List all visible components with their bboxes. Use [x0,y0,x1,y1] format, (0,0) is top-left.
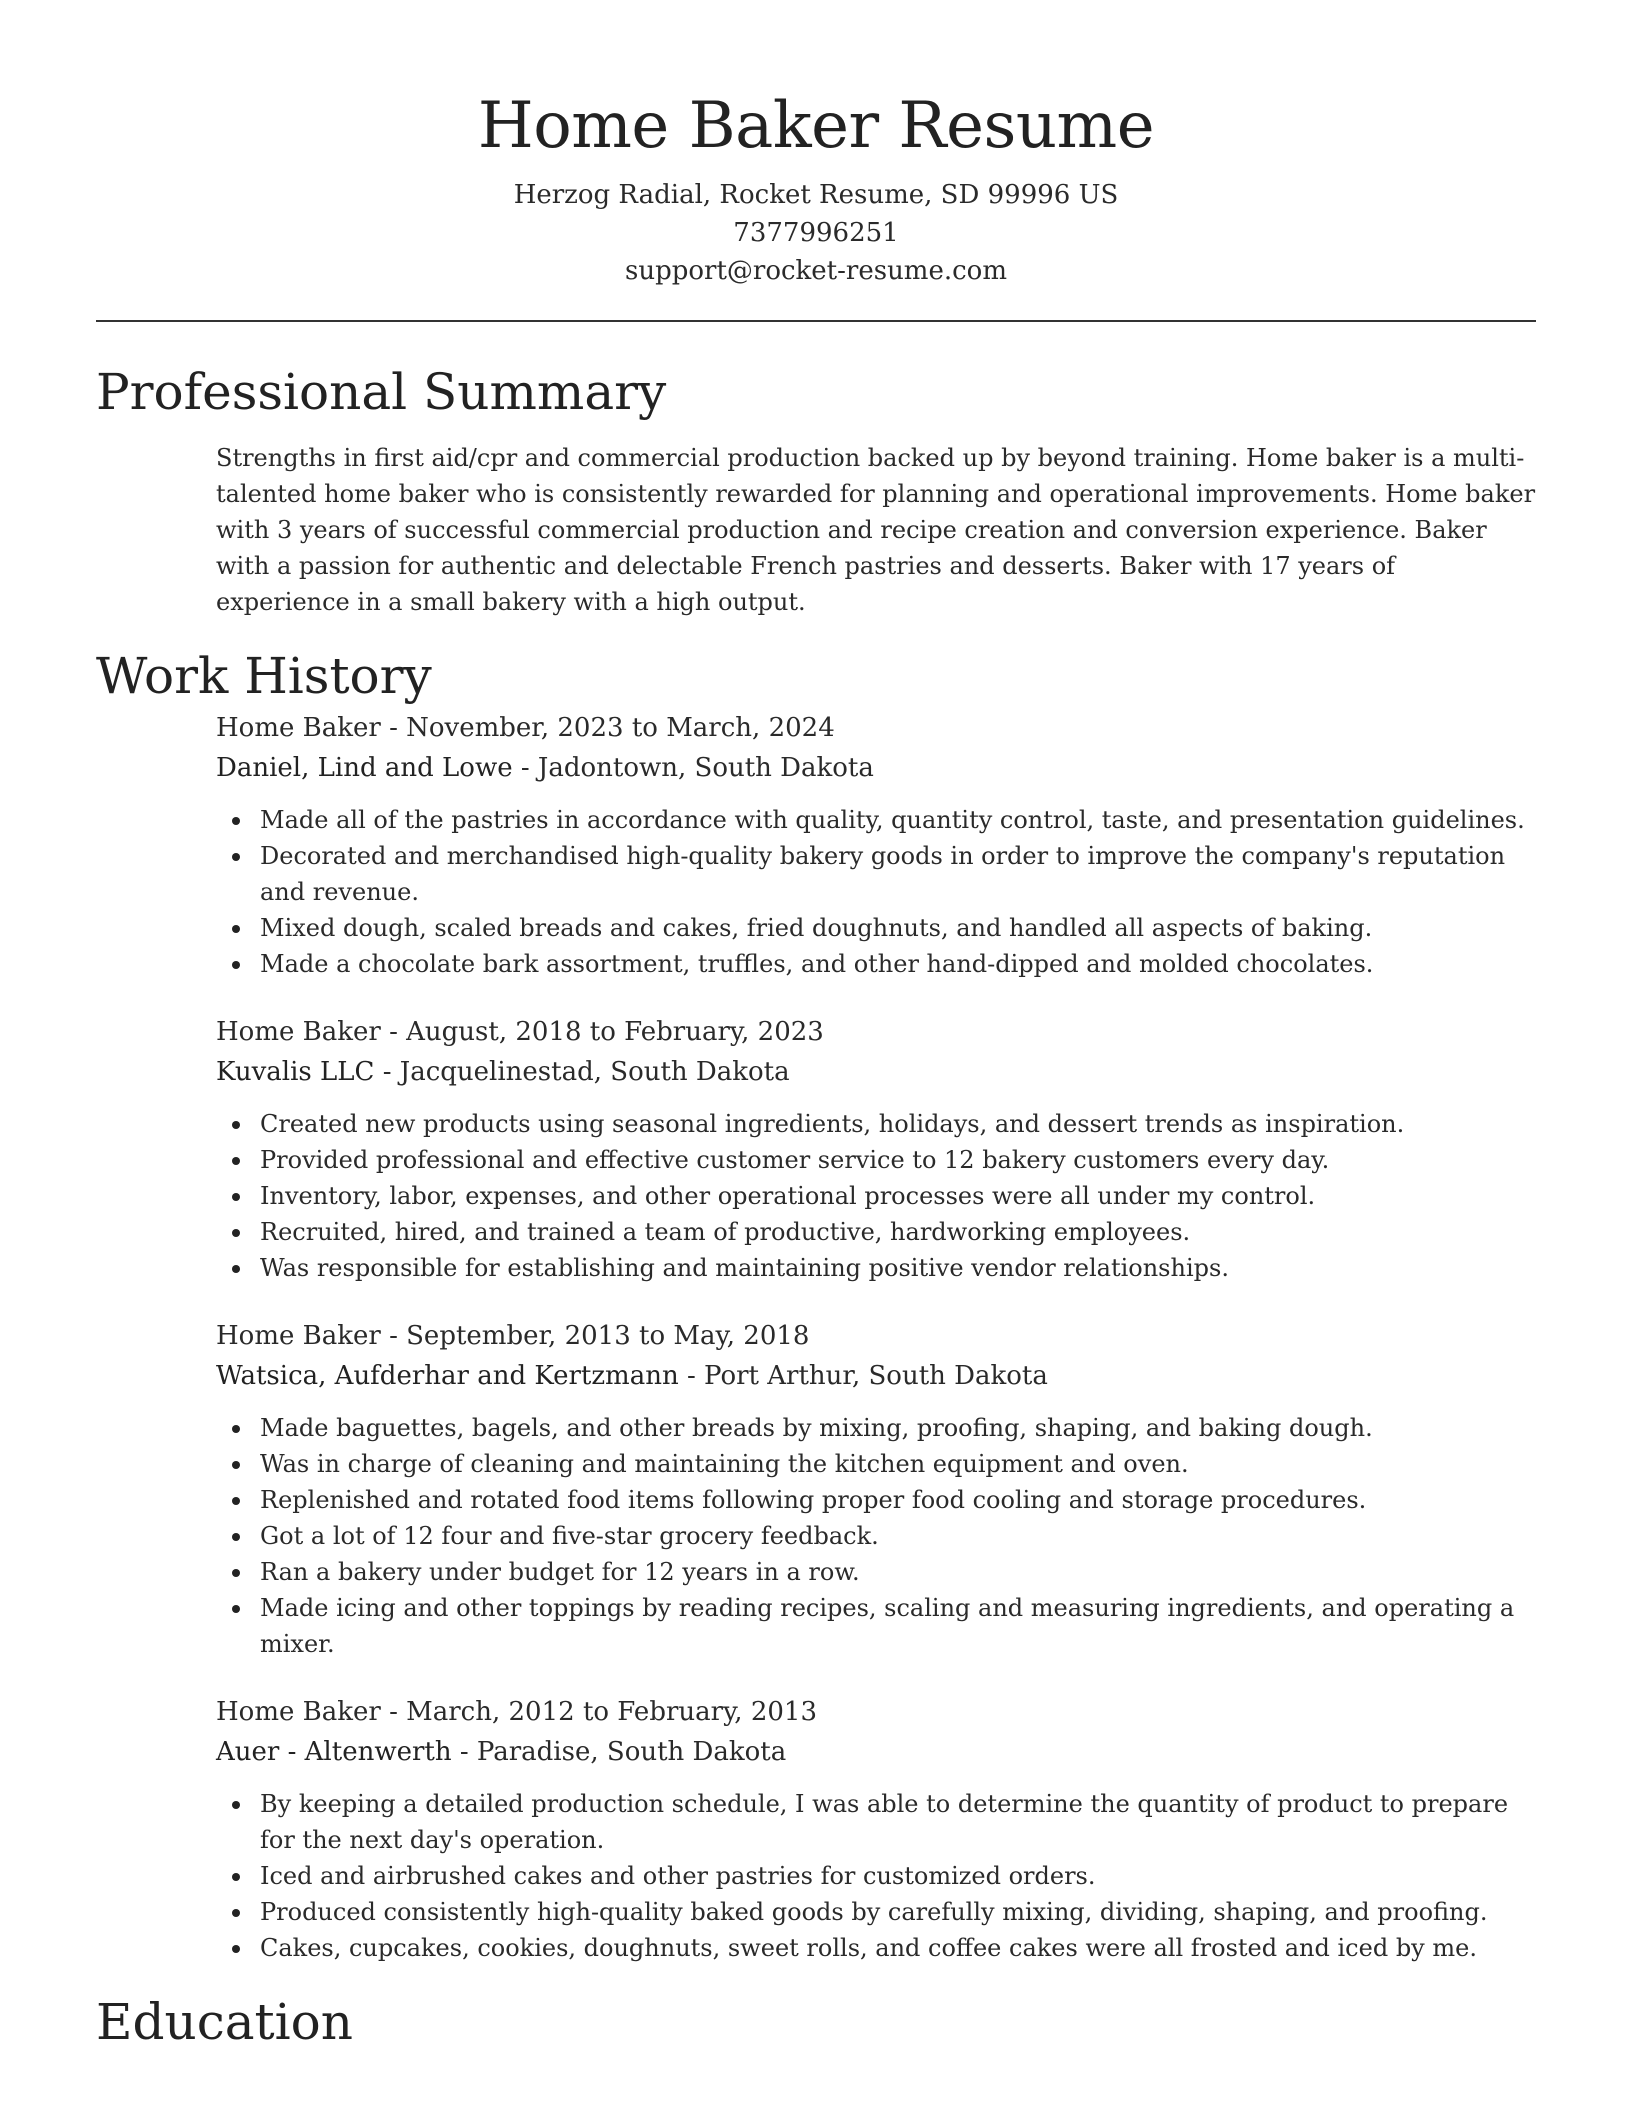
job-bullet: Cakes, cupcakes, cookies, doughnuts, sweet rolls, and coffee cakes were all frosted and iced by me. [260,1930,1536,1966]
job-bullet-list [216,1410,1536,1662]
job-company-line [216,1732,1536,1772]
job-bullet: Was responsible for establishing and maintaining positive vendor relationships. [260,1250,1536,1286]
company-name: Watsica, Aufderhar and Kertzmann [216,1361,679,1391]
job-bullet: Made baguettes, bagels, and other breads by mixing, proofing, shaping, and baking dough. [260,1410,1536,1446]
company-name: Daniel, Lind and Lowe [216,753,513,783]
job-bullet: By keeping a detailed production schedule, I was able to determine the quantity of product to prepare for the next day's operation. [260,1786,1536,1858]
job-location: - Jadontown, South Dakota [512,753,874,783]
job-bullet: Iced and airbrushed cakes and other pastries for customized orders. [260,1858,1536,1894]
job-bullet: Was in charge of cleaning and maintaining the kitchen equipment and oven. [260,1446,1536,1482]
job-company-line [216,1356,1536,1396]
work-history-section [96,644,1536,1966]
job-title: Home Baker - September, 2013 to May, 2018 [216,1321,810,1351]
job-location: - Jacquelinestad, South Dakota [374,1057,790,1087]
phone-text: 7377996251 [733,218,899,248]
summary-text: Strengths in first aid/cpr and commercial production backed up by beyond training. Home baker is a multi-talented home baker who is consistently rewarded for planning and operational improvements. Home baker with 3 years of successful commercial production and recipe creation and conversion experience. Baker with a passion for authentic and delectable French pastries and desserts. Baker with 17 years of experience in a small bakery with a high output. [216,444,1536,616]
job-bullet: Decorated and merchandised high-quality bakery goods in order to improve the company's reputation and revenue. [260,838,1536,910]
job-bullet: Made icing and other toppings by reading recipes, scaling and measuring ingredients, and operating a mixer. [260,1590,1536,1662]
job-location: - Port Arthur, South Dakota [678,1361,1048,1391]
email-text: support@rocket-resume.com [624,256,1007,286]
job-bullet: Replenished and rotated food items following proper food cooling and storage procedures. [260,1482,1536,1518]
job-bullet: Created new products using seasonal ingredients, holidays, and dessert trends as inspiration. [260,1106,1536,1142]
header-divider [96,320,1536,322]
job-bullet: Produced consistently high-quality baked goods by carefully mixing, dividing, shaping, and proofing. [260,1894,1536,1930]
job-title: Home Baker - August, 2018 to February, 2023 [216,1017,824,1047]
job-bullet-list [216,1786,1536,1966]
job-title: Home Baker - November, 2023 to March, 2024 [216,713,835,743]
education-heading: Education [96,1993,353,2051]
job-entry [216,708,1536,982]
resume-page [96,0,1536,2054]
job-bullet: Made a chocolate bark assortment, truffles, and other hand-dipped and molded chocolates. [260,946,1536,982]
summary-section [96,360,1536,620]
job-entry [216,1316,1536,1662]
address-text: Herzog Radial, Rocket Resume, SD 99996 US [513,180,1119,210]
job-entry [216,1012,1536,1286]
resume-header [96,86,1536,290]
job-company-line [216,1052,1536,1092]
work-history-heading: Work History [96,647,432,705]
job-bullet: Made all of the pastries in accordance with quality, quantity control, taste, and presentation guidelines. [260,802,1536,838]
job-bullet-list [216,1106,1536,1286]
job-bullet: Inventory, labor, expenses, and other operational processes were all under my control. [260,1178,1536,1214]
education-section [96,1990,1536,2054]
company-name: Auer - Altenwerth [216,1737,452,1767]
job-list [96,708,1536,1966]
summary-heading: Professional Summary [96,363,667,421]
job-bullet: Mixed dough, scaled breads and cakes, fried doughnuts, and handled all aspects of baking. [260,910,1536,946]
job-company-line [216,748,1536,788]
job-bullet: Ran a bakery under budget for 12 years in a row. [260,1554,1536,1590]
job-bullet-list [216,802,1536,982]
job-bullet: Recruited, hired, and trained a team of productive, hardworking employees. [260,1214,1536,1250]
job-bullet: Got a lot of 12 four and five-star grocery feedback. [260,1518,1536,1554]
job-title: Home Baker - March, 2012 to February, 2013 [216,1697,817,1727]
page-title: Home Baker Resume [477,89,1155,163]
job-location: - Paradise, South Dakota [451,1737,787,1767]
job-bullet: Provided professional and effective customer service to 12 bakery customers every day. [260,1142,1536,1178]
contact-info [96,176,1536,290]
job-entry [216,1692,1536,1966]
company-name: Kuvalis LLC [216,1057,375,1087]
